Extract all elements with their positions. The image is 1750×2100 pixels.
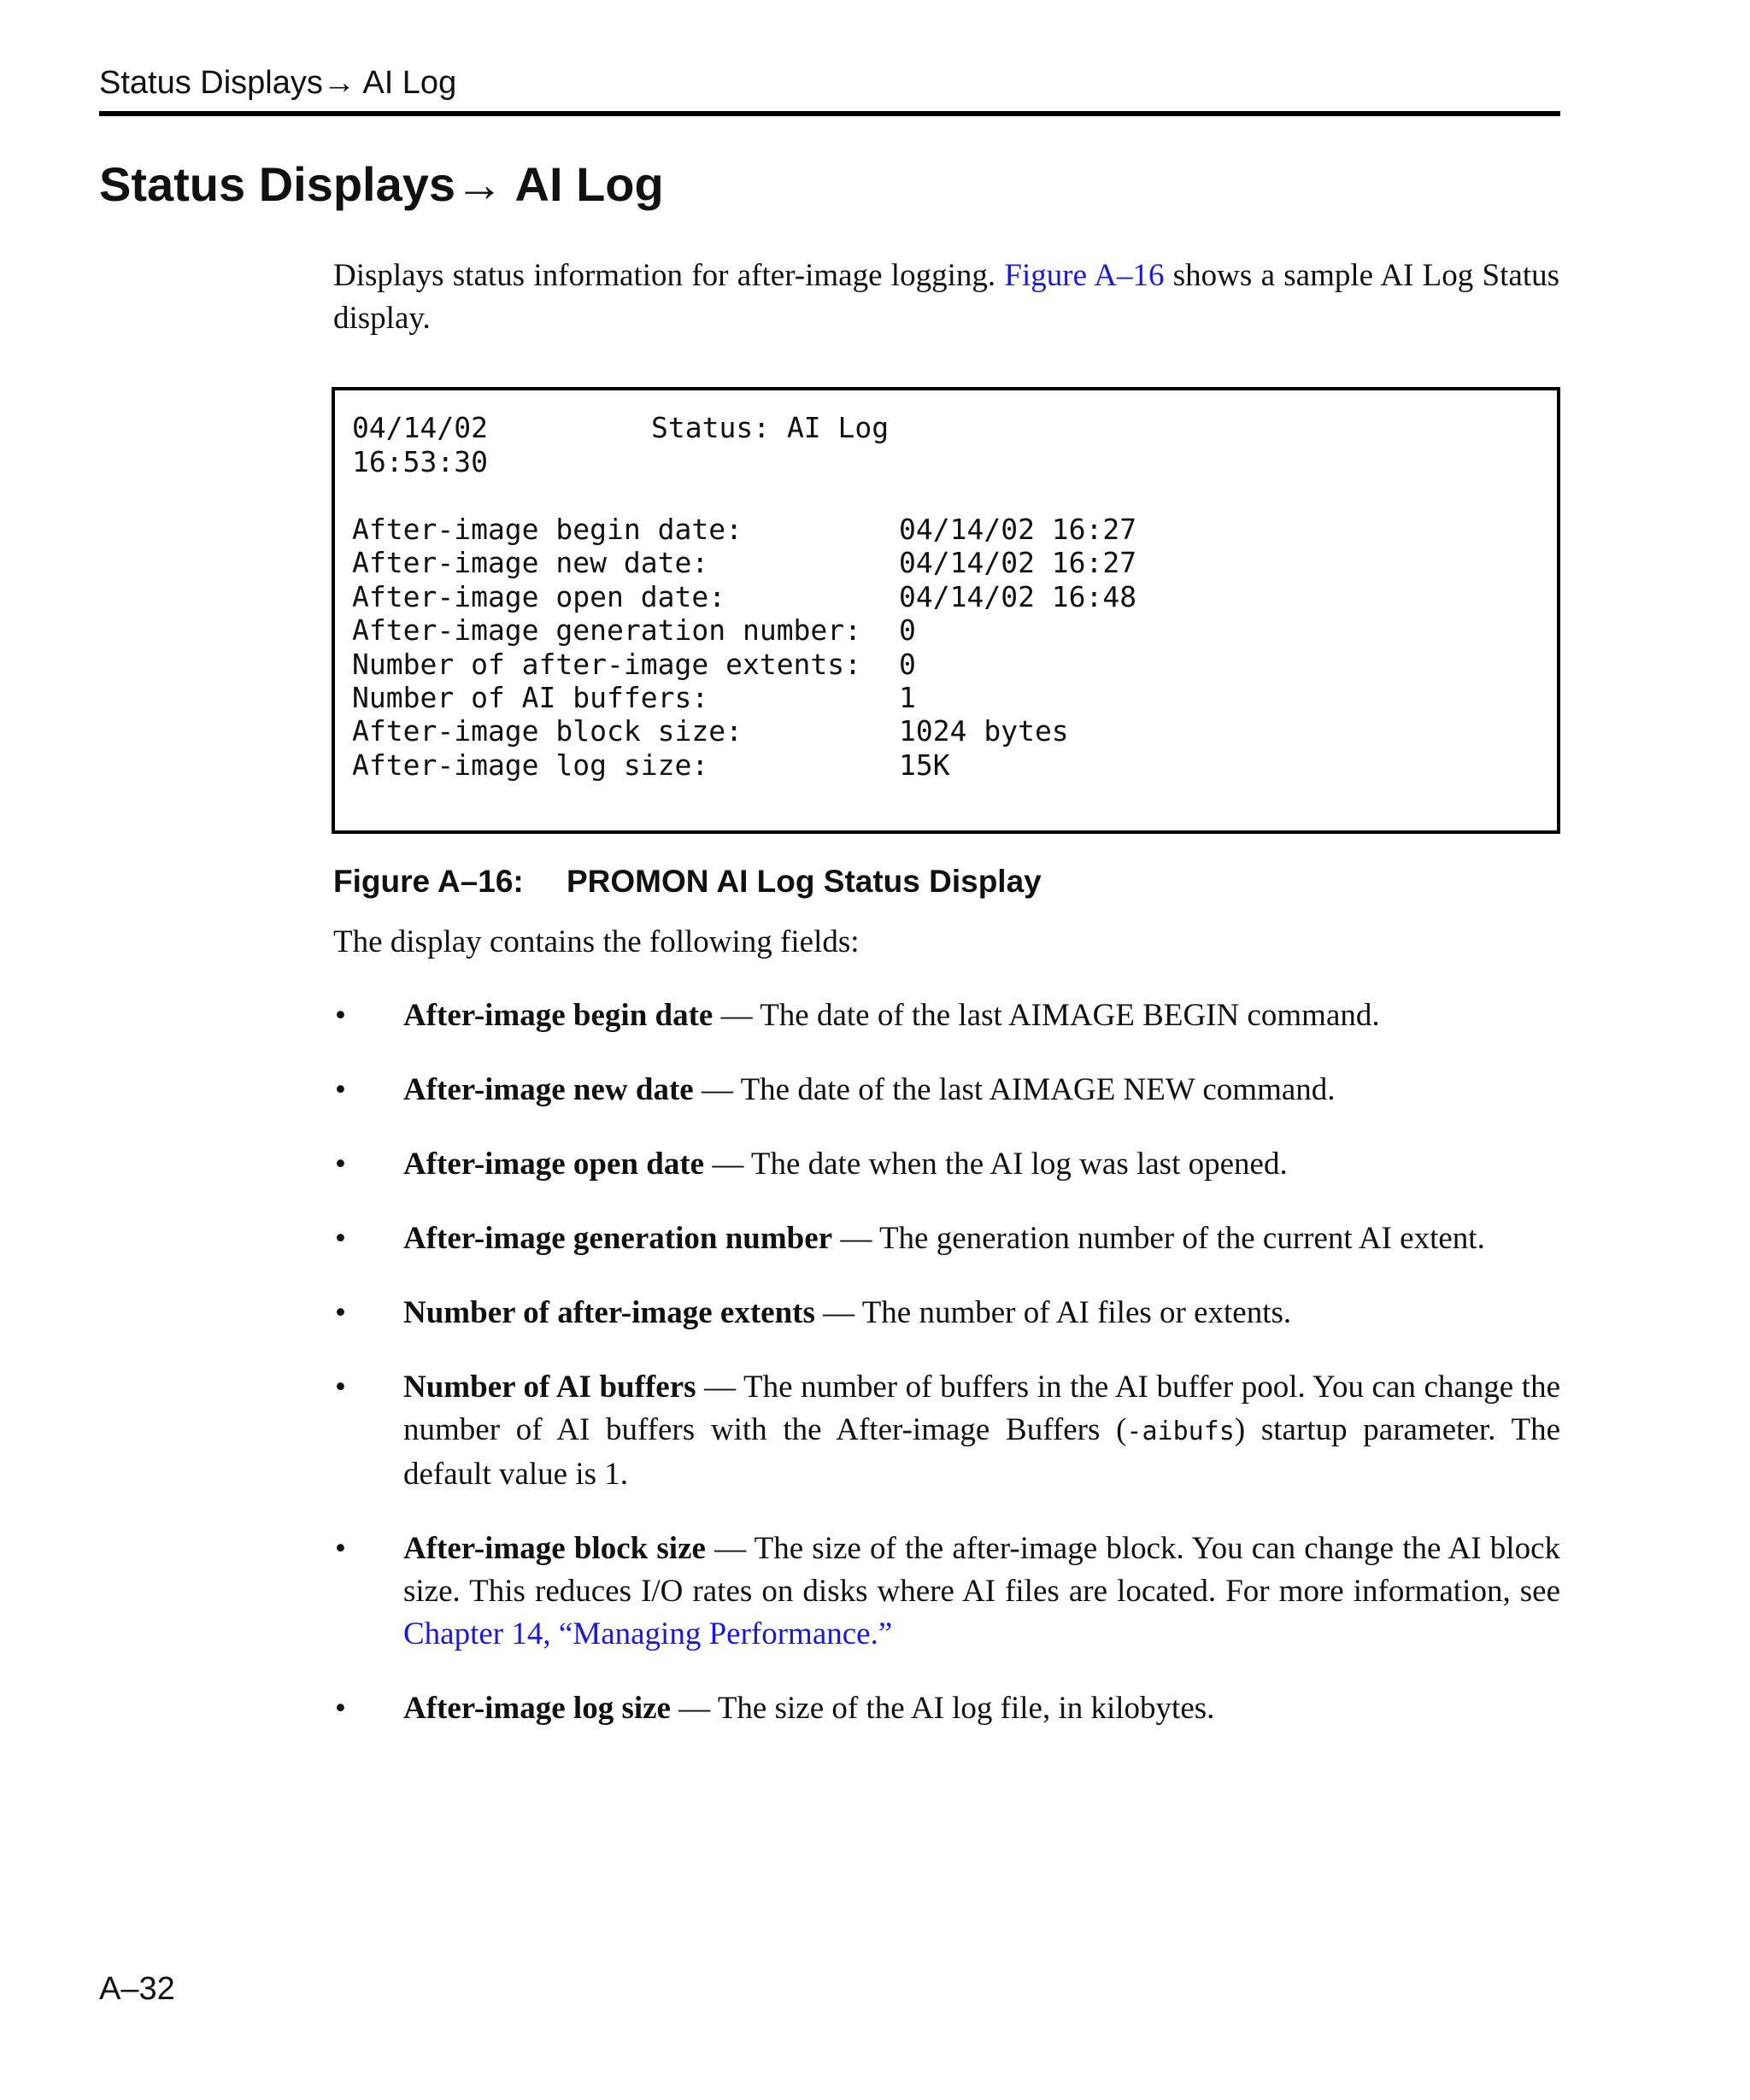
figure-caption xyxy=(333,863,1042,900)
chapter-link[interactable]: Chapter 14, “Managing Performance.” xyxy=(403,1616,893,1651)
bullet-icon: • xyxy=(335,1691,346,1726)
screen-date: 04/14/02 xyxy=(352,411,488,444)
list-item xyxy=(333,1366,1560,1496)
intro-text-end: shows a sample AI Log Status display. xyxy=(333,258,1560,336)
list-item xyxy=(333,1687,1560,1730)
field-term: After-image generation number xyxy=(403,1221,833,1256)
list-item xyxy=(333,1217,1560,1260)
field-label: After-image begin date: xyxy=(352,513,743,546)
field-description: — The size of the after-image block. You can change the AI block size. This reduces I/O rates on disks where AI files are located. For more information, see xyxy=(403,1531,1561,1609)
promon-screen xyxy=(332,387,1560,834)
list-item xyxy=(333,1069,1560,1112)
list-item xyxy=(333,1292,1560,1334)
field-description: — The date of the last AIMAGE BEGIN command. xyxy=(713,998,1380,1033)
intro-text: Displays status information for after-image logging. xyxy=(333,258,1005,293)
bullet-icon: • xyxy=(335,1370,346,1405)
field-description: — The generation number of the current AI extent. xyxy=(832,1221,1485,1256)
field-term: After-image new date xyxy=(403,1072,694,1107)
list-item xyxy=(333,1143,1560,1186)
field-label: After-image open date: xyxy=(352,579,726,613)
field-description: — The date of the last AIMAGE NEW command. xyxy=(693,1072,1336,1107)
page-title: Status Displays→ AI Log xyxy=(99,157,664,211)
field-description: — The number of buffers in the AI buffer pool. You can change the number of AI buffers with the After-image Buffers ( xyxy=(403,1370,1560,1447)
figure-number: Figure A–16: xyxy=(333,864,524,899)
field-value: 0 xyxy=(899,613,916,648)
figure-link[interactable]: Figure A–16 xyxy=(1004,258,1165,293)
bullet-icon: • xyxy=(335,1531,346,1566)
intro-paragraph xyxy=(333,255,1559,340)
field-term: After-image open date xyxy=(403,1147,705,1182)
field-label: After-image log size: xyxy=(352,748,709,782)
field-value: 04/14/02 16:27 xyxy=(899,546,1137,580)
field-value: 1 xyxy=(899,680,916,714)
field-label: Number of AI buffers: xyxy=(352,680,709,714)
bullet-icon: • xyxy=(335,998,346,1033)
bullet-icon: • xyxy=(335,1221,346,1256)
field-term: After-image log size xyxy=(403,1691,671,1726)
screen-status-title: Status: AI Log xyxy=(651,411,890,444)
parameter-code: -aibufs xyxy=(1126,1417,1235,1446)
field-value: 15K xyxy=(899,748,950,782)
field-term: After-image block size xyxy=(403,1531,706,1566)
page-number: A–32 xyxy=(99,1971,175,2007)
bullet-icon: • xyxy=(335,1295,346,1330)
field-description: — The number of AI files or extents. xyxy=(814,1295,1292,1330)
field-description: — The date when the AI log was last opened. xyxy=(704,1147,1288,1182)
field-value: 0 xyxy=(899,647,916,681)
field-description-list xyxy=(333,994,1560,1762)
field-label: After-image generation number: xyxy=(352,613,862,648)
field-term: Number of after-image extents xyxy=(403,1295,815,1330)
field-value: 04/14/02 16:27 xyxy=(899,513,1137,546)
field-label: After-image new date: xyxy=(352,546,709,580)
header-rule xyxy=(99,111,1560,116)
figure-title: PROMON AI Log Status Display xyxy=(567,864,1042,899)
bullet-icon: • xyxy=(335,1147,346,1182)
field-term: After-image begin date xyxy=(403,998,714,1033)
list-item xyxy=(333,1528,1560,1656)
field-description-end: ) startup parameter. The default value is 1. xyxy=(403,1412,1560,1492)
field-term: Number of AI buffers xyxy=(403,1370,696,1405)
field-description: — The size of the AI log file, in kilobytes. xyxy=(670,1691,1215,1726)
field-label: After-image block size: xyxy=(352,714,743,748)
field-value: 1024 bytes xyxy=(899,714,1069,748)
fields-intro: The display contains the following fields: xyxy=(333,924,860,959)
bullet-icon: • xyxy=(335,1072,346,1107)
list-item xyxy=(333,994,1560,1037)
running-header: Status Displays→ AI Log xyxy=(99,65,457,101)
field-label: Number of after-image extents: xyxy=(352,647,862,681)
field-value: 04/14/02 16:48 xyxy=(899,579,1137,613)
screen-time: 16:53:30 xyxy=(352,445,488,478)
